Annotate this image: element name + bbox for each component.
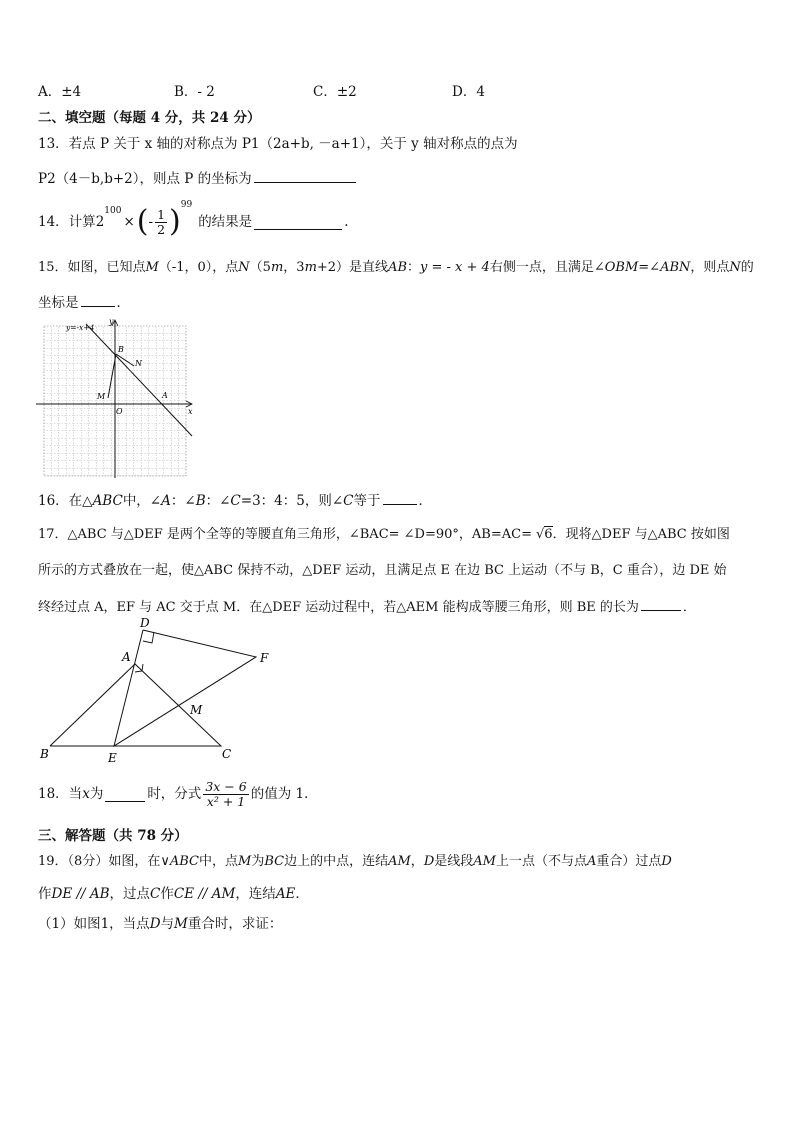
- q15-OBM: OBM: [604, 260, 639, 275]
- q19-sub1b: 与: [160, 916, 175, 932]
- q15-equation: y = - x + 4: [420, 260, 490, 275]
- q13-text: P2（4－b,b+2），则点 P 的坐标为: [38, 171, 252, 187]
- q16-A: A: [161, 493, 171, 509]
- label-E: E: [108, 751, 117, 765]
- q16-g: ．: [418, 493, 432, 509]
- q15-mid: 右侧一点，且满足∠: [489, 260, 605, 275]
- q17-line2: 所示的方式叠放在一起，使△ABC 保持不动，△DEF 运动，且满足点 E 在边 BC 上运动（不与 B，C 重合），边 DE 始: [38, 563, 727, 578]
- q16-f: 等于: [353, 493, 381, 509]
- option-d: D．4: [452, 84, 485, 100]
- q15-line2-text: 坐标是: [38, 295, 79, 311]
- q15-colon: ：: [407, 260, 421, 275]
- q16-d: ：∠: [205, 493, 231, 509]
- q15-tail: ，则点: [690, 260, 730, 275]
- q16-C: C: [230, 493, 241, 509]
- option-b: B．- 2: [174, 84, 215, 100]
- q19-l1d: 边上的中点，连结: [284, 854, 389, 869]
- q14-exp2: 99: [180, 200, 193, 210]
- q19-DEAB: DE // AB: [51, 886, 110, 902]
- q17-sqrt-val: 6: [544, 527, 553, 542]
- q18-answer-blank: [105, 787, 145, 802]
- q14-prefix: 14．计算: [38, 213, 96, 230]
- q15-line2-end: ．: [116, 295, 130, 311]
- label-y: y: [109, 318, 114, 326]
- q15-coordN-close: +2）是直线: [316, 260, 389, 275]
- q15-coordN-open: （5: [249, 260, 271, 275]
- q16-line: [38, 490, 432, 510]
- q19-D2: D: [661, 854, 672, 869]
- section-3-title: 三、解答题（共 78 分）: [38, 828, 188, 844]
- q17-line1: [38, 527, 730, 543]
- label-A: A: [162, 391, 168, 400]
- label-B: B: [40, 747, 49, 761]
- q15-AB: AB: [388, 260, 408, 275]
- q19-sD: D: [149, 916, 161, 932]
- q19-line2: [38, 886, 309, 903]
- q14-fraction: [155, 208, 167, 237]
- label-N: N: [135, 359, 142, 368]
- q19-sM: M: [174, 916, 188, 932]
- label-x: x: [188, 407, 193, 416]
- q14-right-paren: ): [169, 204, 181, 239]
- q18-line: [38, 772, 318, 816]
- q19-BC: BC: [264, 854, 285, 869]
- q14-exp1: 100: [104, 206, 122, 216]
- q19-l1b: 中，点: [198, 854, 238, 869]
- line-label: y=-x+4: [66, 323, 95, 332]
- q14-base: 2: [95, 213, 105, 230]
- q15-m2: m: [304, 260, 317, 275]
- q15-line2: [38, 292, 130, 312]
- option-a: A．±4: [38, 84, 82, 100]
- q19-l1c: 为: [251, 854, 265, 869]
- q19-l2e: ．: [295, 886, 309, 902]
- q15-text-a: 15．如图，已知点: [38, 260, 146, 275]
- q15-N2: N: [729, 260, 741, 275]
- q14-left-paren: (: [136, 204, 149, 239]
- q15-eqsign: =∠: [638, 260, 661, 275]
- q15-m1: m: [270, 260, 284, 275]
- section-2-title: 二、填空题（每题 4 分，共 24 分）: [38, 110, 261, 126]
- q19-C: C: [150, 886, 161, 902]
- q14-frac-num: 1: [157, 206, 166, 222]
- q19-sub1a: （1）如图1，当点: [38, 916, 150, 932]
- q14-suffix: 的结果是: [198, 213, 253, 230]
- q16-answer-blank: [383, 490, 417, 505]
- q16-B: B: [195, 493, 206, 509]
- q16-c: ：∠: [170, 493, 196, 509]
- q19-D: D: [423, 854, 435, 869]
- q19-CEAM: CE // AM: [173, 886, 236, 902]
- triangle-def: [114, 630, 256, 746]
- q15-line1: [38, 260, 754, 276]
- q18-d: 的值为 1．: [250, 785, 318, 802]
- q13-line2: [38, 168, 358, 188]
- label-M: M: [190, 703, 203, 717]
- q19-l1g: 上一点（不与点: [495, 854, 587, 869]
- q18-frac-num: 3x − 6: [205, 778, 247, 794]
- q19-sub1c: 重合时，求证：: [187, 916, 283, 932]
- q17-line3-text: 终经过点 A，EF 与 AC 交于点 M．在△DEF 运动过程中，若△AEM 能构成等腰三角形，则 BE 的长为: [38, 600, 639, 615]
- q19-l1a: 19．（8分）如图，在: [38, 854, 161, 869]
- q19-l2d: ，连结: [235, 886, 276, 902]
- q18-b: 为: [89, 785, 104, 802]
- q15-ABN: ABN: [660, 260, 691, 275]
- label-O: O: [116, 407, 123, 416]
- q19-M: M: [238, 854, 252, 869]
- q16-ABC: ABC: [92, 493, 123, 509]
- label-M: M: [97, 392, 106, 401]
- q14-end: .: [344, 213, 349, 230]
- option-c: C．±2: [313, 84, 357, 100]
- q18-x: x: [82, 785, 90, 802]
- q15-tail2: 的: [740, 260, 754, 275]
- q15-answer-blank: [81, 292, 115, 307]
- q14-line: [38, 200, 348, 244]
- q17-answer-blank: [641, 596, 681, 611]
- q19-A: A: [586, 854, 597, 869]
- label-C: C: [222, 747, 232, 761]
- q19-l1e: ，: [410, 854, 424, 869]
- q19-l2b: ，过点: [109, 886, 151, 902]
- q15-N: N: [238, 260, 250, 275]
- q19-sub1: [38, 916, 282, 933]
- label-D: D: [140, 616, 150, 630]
- q15-coordM: （-1，0），点: [158, 260, 239, 275]
- right-angle-d: [143, 632, 154, 643]
- q17-line1-a: 17．△ABC 与△DEF 是两个全等的等腰直角三角形，∠BAC= ∠D=90°，AB=AC=: [38, 527, 532, 542]
- q14-answer-blank: [254, 215, 342, 230]
- q15-comma: ，3: [283, 260, 305, 275]
- label-B: B: [118, 345, 124, 354]
- q18-frac-den: x² + 1: [206, 793, 246, 809]
- q19-tri: ∨ABC: [160, 854, 199, 869]
- q17-figure: [36, 614, 276, 768]
- q14-times: ×: [123, 213, 135, 230]
- q19-AE: AE: [275, 886, 296, 902]
- q19-l1h: 重合）过点: [596, 854, 662, 869]
- q14-minus: -: [148, 213, 154, 230]
- q13-line1: 13．若点 P 关于 x 轴的对称点为 P1（2a+b, －a+1），关于 y 轴对称点的点为: [38, 136, 518, 152]
- label-A: A: [122, 650, 131, 664]
- label-F: F: [260, 651, 269, 665]
- q19-l1f: 是线段: [434, 854, 474, 869]
- q17-line3-end: ．: [682, 600, 696, 615]
- q18-a: 18．当: [38, 785, 83, 802]
- q18-c: 时，分式: [147, 785, 202, 802]
- q19-AM2: AM: [473, 854, 496, 869]
- q13-answer-blank: [254, 168, 356, 183]
- q17-line1-b: ．现将△DEF 与△ABC 按如图: [552, 527, 730, 542]
- q18-fraction: [203, 780, 248, 809]
- q15-figure: [36, 318, 196, 480]
- q15-M: M: [145, 260, 159, 275]
- q17-sqrt: √: [535, 527, 545, 542]
- q19-line1: [38, 854, 672, 870]
- q16-b: 中，∠: [122, 493, 162, 509]
- q16-e: =3：4：5，则∠: [240, 493, 344, 509]
- q16-a: 16．在△: [38, 493, 93, 509]
- q19-l2a: 作: [38, 886, 52, 902]
- q16-C2: C: [343, 493, 354, 509]
- q19-AM: AM: [388, 854, 411, 869]
- q14-frac-den: 2: [157, 221, 166, 237]
- q19-l2c: 作: [160, 886, 174, 902]
